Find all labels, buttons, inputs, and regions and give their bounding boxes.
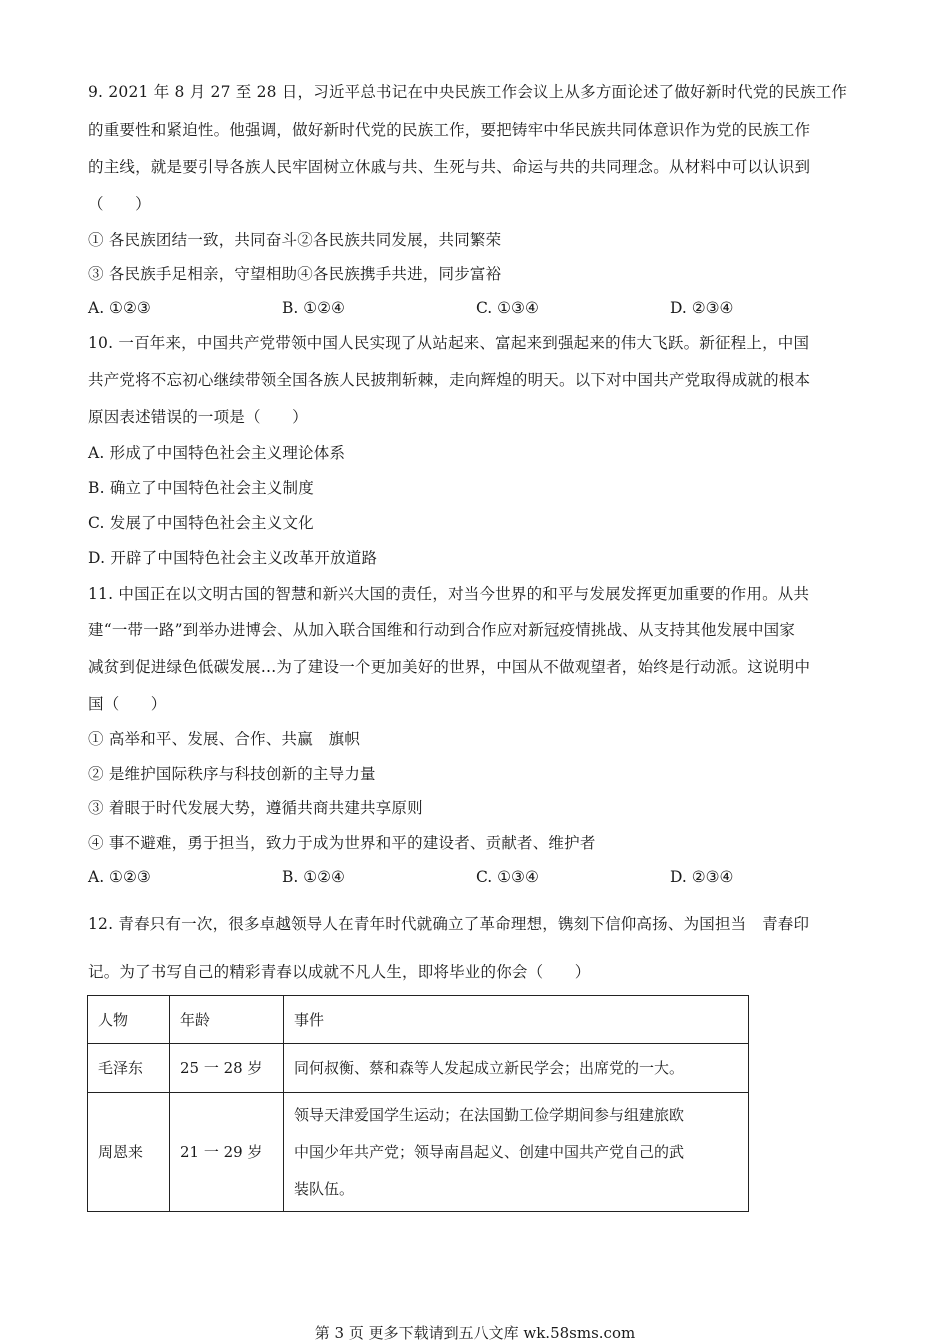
q9-option-a: A. ①②③	[88, 299, 151, 317]
q9-statement-2: ③ 各民族手足相亲，守望相助④各民族携手共进，同步富裕	[88, 265, 502, 283]
q9-line-4: （ ）	[88, 195, 151, 213]
table-header-cell: 人物	[88, 996, 170, 1044]
q11-line-2: 建“一带一路”到举办进博会、从加入联合国维和行动到合作应对新冠疫情挑战、从支持其他发展中国家	[88, 621, 796, 639]
page-footer: 第 3 页 更多下载请到五八文库 wk.58sms.com	[314, 1324, 636, 1342]
q12-line-1: 12. 青春只有一次，很多卓越领导人在青年时代就确立了革命理想，镌刻下信仰高扬、为国担当 青春印	[88, 915, 810, 933]
q11-option-c: C. ①③④	[476, 868, 539, 886]
q11-line-3: 减贫到促进绿色低碳发展…为了建设一个更加美好的世界，中国从不做观望者，始终是行动派。这说明中	[88, 658, 811, 676]
q10-line-1: 10. 一百年来，中国共产党带领中国人民实现了从站起来、富起来到强起来的伟大飞跃。新征程上，中国	[88, 334, 810, 352]
table-cell-event: 同何叔衡、蔡和森等人发起成立新民学会；出席党的一大。	[284, 1044, 749, 1093]
q11-option-b: B. ①②④	[282, 868, 345, 886]
table-cell-event	[284, 1093, 749, 1212]
q9-line-1: 9. 2021 年 8 月 27 至 28 日，习近平总书记在中央民族工作会议上从多方面论述了做好新时代党的民族工作	[88, 83, 848, 101]
q11-option-d: D. ②③④	[670, 868, 734, 886]
q10-line-2: 共产党将不忘初心继续带领全国各族人民披荆斩棘，走向辉煌的明天。以下对中国共产党取得成就的根本	[88, 371, 811, 389]
q11-line-4: 国（ ）	[88, 695, 167, 713]
q10-option-b: B. 确立了中国特色社会主义制度	[88, 479, 314, 497]
table-row	[88, 1044, 749, 1093]
table-cell-name: 毛泽东	[88, 1044, 170, 1093]
q10-option-d: D. 开辟了中国特色社会主义改革开放道路	[88, 549, 378, 567]
table-header-cell: 事件	[284, 996, 749, 1044]
q11-option-a: A. ①②③	[88, 868, 151, 886]
q9-option-b: B. ①②④	[282, 299, 345, 317]
q10-option-c: C. 发展了中国特色社会主义文化	[88, 514, 314, 532]
table-cell-age: 25 一 28 岁	[170, 1044, 284, 1093]
q12-line-2: 记。为了书写自己的精彩青春以成就不凡人生，即将毕业的你会（ ）	[88, 963, 591, 981]
q9-option-c: C. ①③④	[476, 299, 539, 317]
table-header-cell: 年龄	[170, 996, 284, 1044]
q9-line-3: 的主线，就是要引导各族人民牢固树立休戚与共、生死与共、命运与共的共同理念。从材料中可以认识到	[88, 158, 811, 176]
table-cell-name: 周恩来	[88, 1093, 170, 1212]
leaders-table	[87, 995, 749, 1212]
q11-line-1: 11. 中国正在以文明古国的智慧和新兴大国的责任，对当今世界的和平与发展发挥更加重要的作用。从共	[88, 585, 810, 603]
table-row	[88, 1093, 749, 1212]
q10-option-a: A. 形成了中国特色社会主义理论体系	[88, 444, 346, 462]
q9-statement-1: ① 各民族团结一致，共同奋斗②各民族共同发展，共同繁荣	[88, 231, 502, 249]
event-line: 装队伍。	[294, 1179, 355, 1198]
table-header-row	[88, 996, 749, 1044]
q11-statement-1: ① 高举和平、发展、合作、共赢 旗帜	[88, 730, 361, 748]
table-cell-age: 21 一 29 岁	[170, 1093, 284, 1212]
event-line: 中国少年共产党；领导南昌起义、创建中国共产党自己的武	[294, 1142, 685, 1161]
q10-line-3: 原因表述错误的一项是（ ）	[88, 408, 308, 426]
q9-option-d: D. ②③④	[670, 299, 734, 317]
q11-statement-3: ③ 着眼于时代发展大势，遵循共商共建共享原则	[88, 799, 423, 817]
q11-statement-2: ② 是维护国际秩序与科技创新的主导力量	[88, 765, 376, 783]
q9-line-2: 的重要性和紧迫性。他强调，做好新时代党的民族工作，要把铸牢中华民族共同体意识作为党的民族工作	[88, 121, 811, 139]
q11-statement-4: ④ 事不避难，勇于担当，致力于成为世界和平的建设者、贡献者、维护者	[88, 834, 596, 852]
event-line: 领导天津爱国学生运动；在法国勤工俭学期间参与组建旅欧	[294, 1105, 685, 1124]
